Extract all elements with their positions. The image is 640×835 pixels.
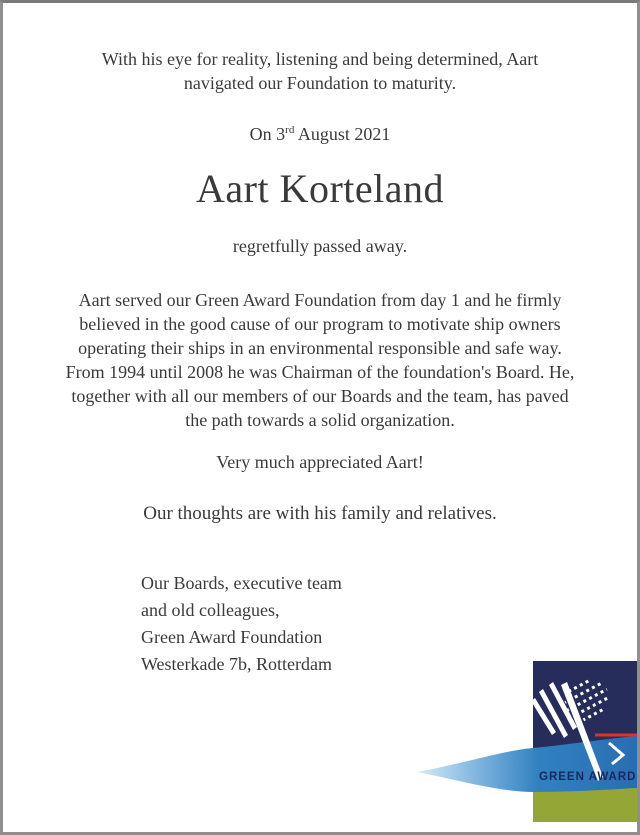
date-prefix: On 3 xyxy=(249,124,286,144)
deceased-name: Aart Korteland xyxy=(195,166,444,211)
date-suffix: August 2021 xyxy=(294,124,391,144)
appreciation-line: Very much appreciated Aart! xyxy=(216,452,424,472)
tribute-line: believed in the good cause of our program to motivate ship owners xyxy=(79,314,561,334)
tribute-line: Aart served our Green Award Foundation from day 1 and he firmly xyxy=(78,290,562,310)
logo-wordmark: GREEN AWARD xyxy=(539,771,637,783)
tribute-line: the path towards a solid organization. xyxy=(185,410,455,430)
signature-line: Westerkade 7b, Rotterdam xyxy=(141,654,332,674)
tribute-line: From 1994 until 2008 he was Chairman of the foundation's Board. He, xyxy=(65,362,575,382)
tribute-line: together with all our members of our Boards and the team, has paved xyxy=(71,386,569,406)
logo-wave xyxy=(417,736,637,792)
intro-line: With his eye for reality, listening and being determined, Aart xyxy=(101,49,539,69)
signature-line: Green Award Foundation xyxy=(141,627,323,647)
logo-red-accent xyxy=(595,734,637,737)
tribute-line: operating their ships in an environmental responsible and safe way. xyxy=(78,338,562,358)
green-award-logo xyxy=(411,659,637,829)
signature-line: and old colleagues, xyxy=(141,600,280,620)
signature-line: Our Boards, executive team xyxy=(141,573,342,593)
passing-line: regretfully passed away. xyxy=(232,236,408,256)
signature-block xyxy=(141,570,342,678)
date-ordinal-superscript: rd xyxy=(285,124,295,136)
intro-text xyxy=(3,47,637,95)
tribute-paragraph xyxy=(3,288,637,432)
condolence-line: Our thoughts are with his family and relatives. xyxy=(143,503,497,524)
date-line xyxy=(3,124,637,145)
intro-line: navigated our Foundation to maturity. xyxy=(183,73,457,93)
